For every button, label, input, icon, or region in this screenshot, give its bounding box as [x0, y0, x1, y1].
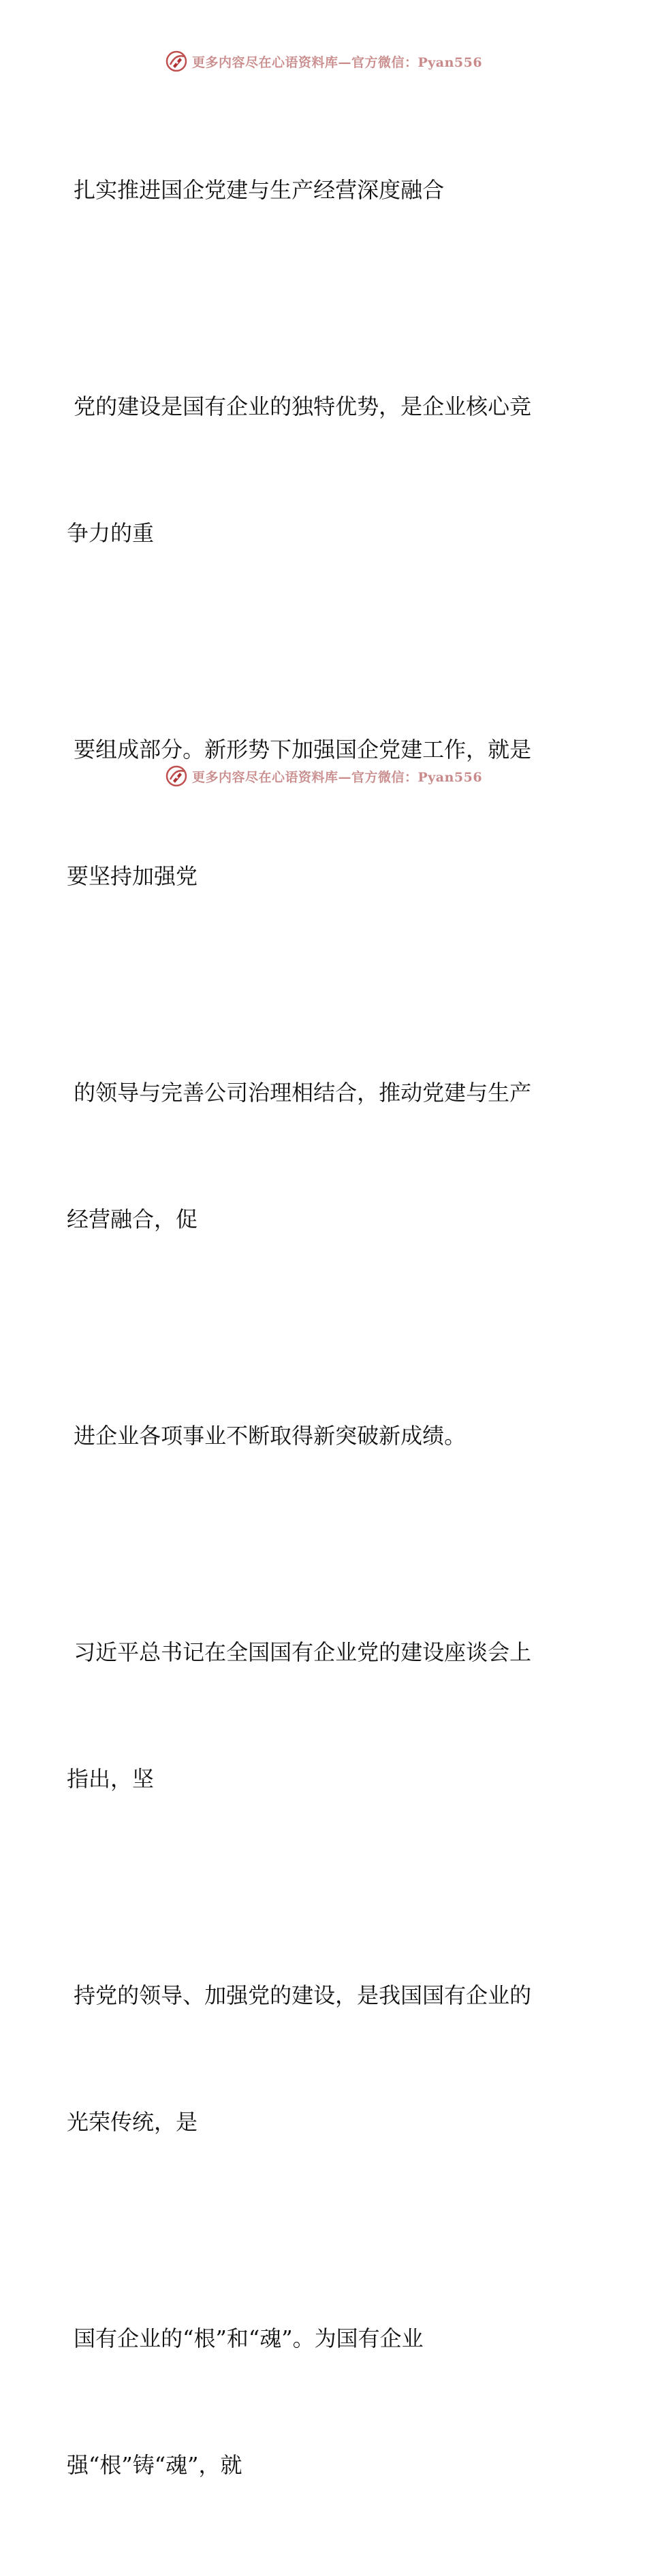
paragraph: 要组成部分。新形势下加强国企党建工作，就是 要坚持加强党 [67, 737, 532, 889]
paragraph: 持党的领导、加强党的建设，是我国国有企业的 光荣传统，是 [67, 1982, 532, 2135]
paragraph: 习近平总书记在全国国有企业党的建设座谈会上 指出，坚 [67, 1639, 532, 1792]
paragraph: 进企业各项事业不断取得新突破新成绩。 [67, 1423, 467, 1449]
document-title: 扎实推进国企党建与生产经营深度融合 [67, 177, 445, 203]
header-watermark [0, 48, 647, 75]
paragraph: 国有企业的“根”和“魂”。为国有企业 强“根”铸“魂”，就 [67, 2325, 424, 2478]
pen-logo-icon [165, 764, 188, 788]
paragraph: 党的建设是国有企业的独特优势，是企业核心竞 争力的重 [67, 393, 532, 546]
footer-watermark [0, 762, 647, 790]
watermark-text: 更多内容尽在心语资料库—官方微信：Pyan556 [191, 769, 483, 785]
pen-logo-icon [165, 50, 188, 73]
document-body [67, 84, 571, 2576]
paragraph: 的领导与完善公司治理相结合，推动党建与生产 经营融合，促 [67, 1080, 532, 1232]
watermark-text: 更多内容尽在心语资料库—官方微信：Pyan556 [191, 54, 483, 70]
